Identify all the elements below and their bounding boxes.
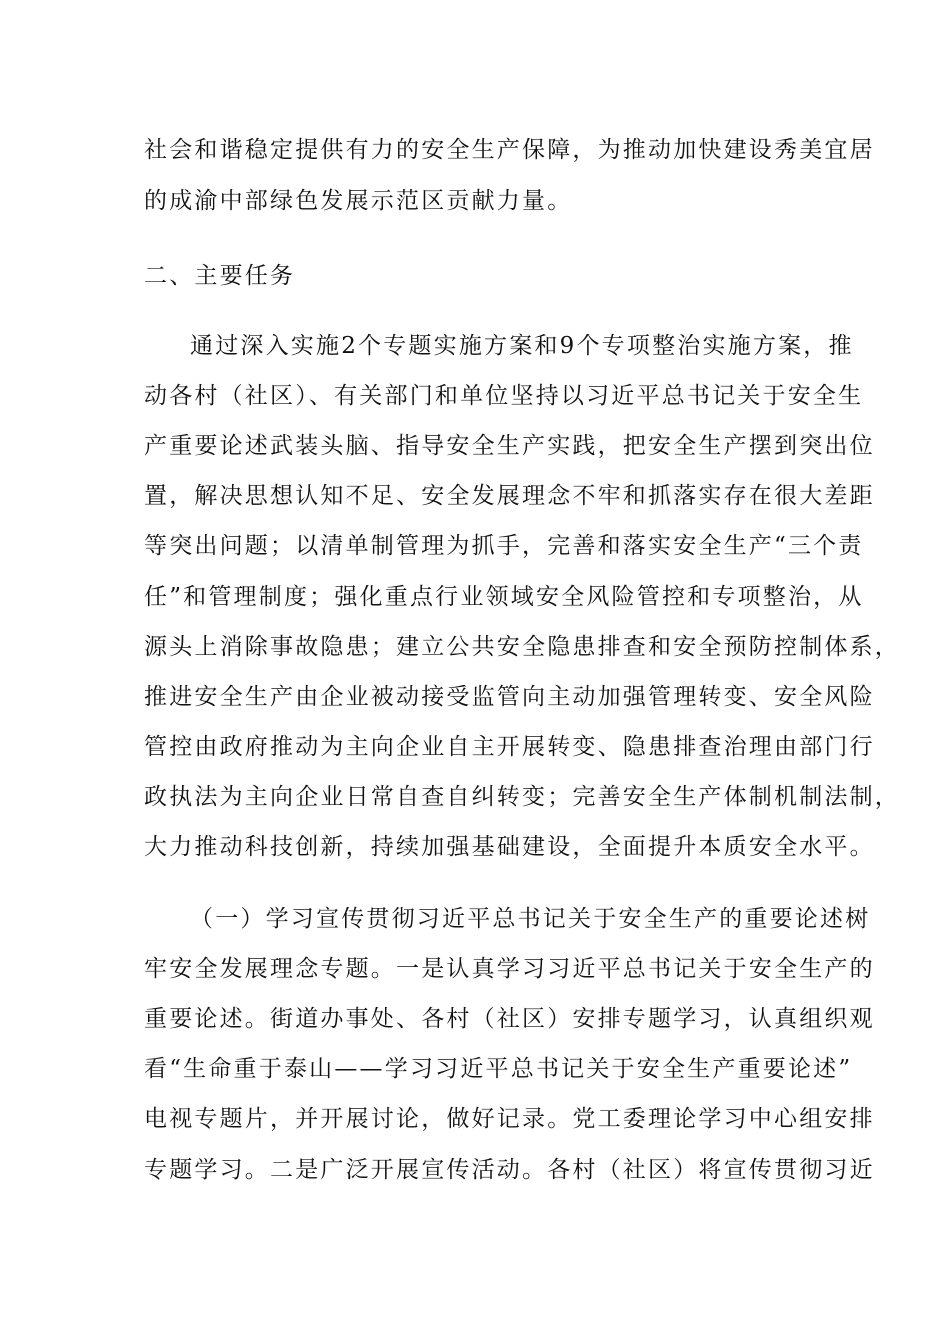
text-line: 看“生命重于泰山——学习习近平总书记关于安全生产重要论述” [144, 1056, 853, 1082]
text-line: 牢安全发展理念专题。一是认真学习习近平总书记关于安全生产的 [144, 956, 875, 982]
text-line: 等突出问题；以清单制管理为抓手，完善和落实安全生产“三个责 [144, 533, 864, 559]
text-line: 产重要论述武装头脑、指导安全生产实践，把安全生产摆到突出位 [144, 433, 875, 459]
text-line: 源头上消除事故隐患；建立公共安全隐患排查和安全预防控制体系， [144, 634, 900, 660]
text-line: 专题学习。二是广泛开展宣传活动。各村（社区）将宣传贯彻习近 [144, 1157, 875, 1183]
text-line: 电视专题片，并开展讨论，做好记录。党工委理论学习中心组安排 [144, 1106, 875, 1132]
text-line: 社会和谐稳定提供有力的安全生产保障，为推动加快建设秀美宜居 [144, 137, 875, 163]
text-line: 重要论述。街道办事处、各村（社区）安排专题学习，认真组织观 [144, 1006, 875, 1032]
text-line: 通过深入实施2个专题实施方案和9个专项整治实施方案，推 [190, 333, 854, 359]
text-line: 置，解决思想认知不足、安全发展理念不牢和抓落实存在很大差距 [144, 483, 875, 509]
text-line: 的成渝中部绿色发展示范区贡献力量。 [144, 188, 573, 214]
text-line: 推进安全生产由企业被动接受监管向主动加强管理转变、安全风险 [144, 684, 875, 710]
section-heading: 二、主要任务 [144, 263, 296, 289]
text-line: 管控由政府推动为主向企业自主开展转变、隐患排查治理由部门行 [144, 734, 875, 760]
text-line: 任”和管理制度；强化重点行业领域安全风险管控和专项整治，从 [144, 584, 864, 610]
text-line: 动各村（社区）、有关部门和单位坚持以习近平总书记关于安全生 [144, 383, 864, 409]
text-line: 政执法为主向企业日常自查自纠转变；完善安全生产体制机制法制， [144, 784, 900, 810]
text-line: 大力推动科技创新，持续加强基础建设，全面提升本质安全水平。 [144, 834, 875, 860]
text-line: （一）学习宣传贯彻习近平总书记关于安全生产的重要论述树 [190, 906, 871, 932]
